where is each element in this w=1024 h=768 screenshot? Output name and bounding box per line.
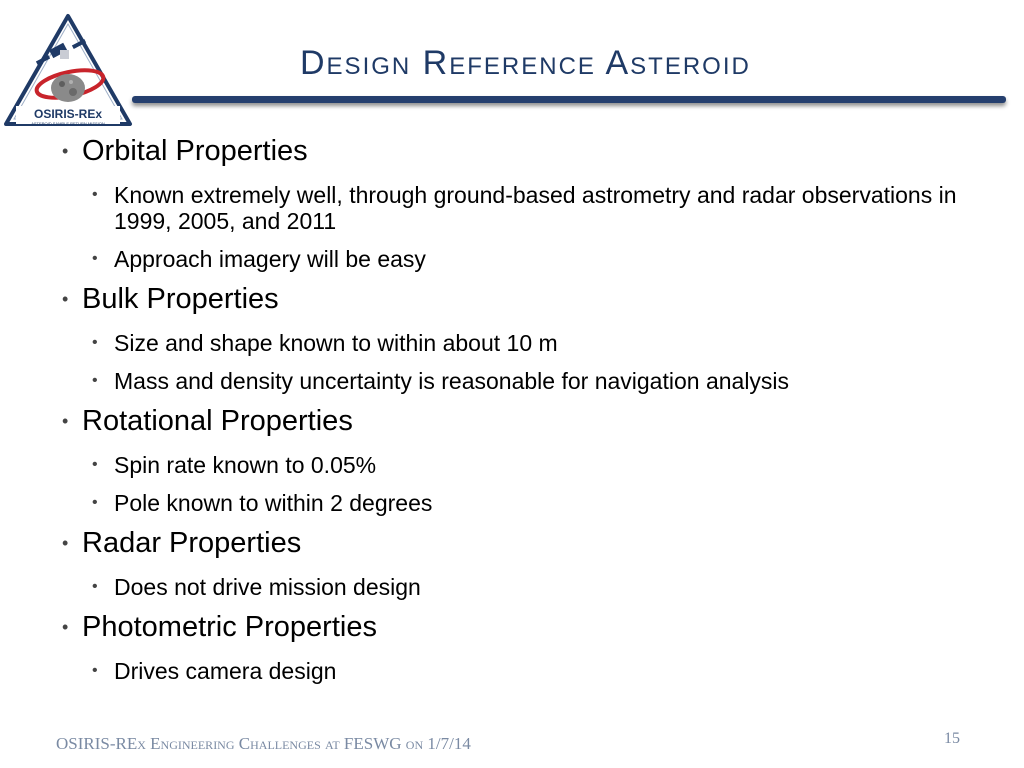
sub-bullet-dot-icon: • bbox=[92, 578, 98, 595]
sub-bullet-item bbox=[62, 330, 982, 356]
sub-bullet-text: Spin rate known to 0.05% bbox=[114, 452, 377, 478]
bullet-dot-icon: • bbox=[62, 289, 69, 309]
footer-text: OSIRIS-REx Engineering Challenges at FESWG on 1/7/14 bbox=[56, 734, 471, 753]
page-number: 15 bbox=[944, 730, 960, 747]
osiris-rex-logo bbox=[2, 12, 134, 130]
bullet-dot-icon: • bbox=[62, 533, 69, 553]
bullet-text: Photometric Properties bbox=[82, 611, 377, 643]
bullet-dot-icon: • bbox=[62, 617, 69, 637]
logo-subtitle-text: ASTEROID SAMPLE RETURN MISSION bbox=[31, 121, 105, 126]
sub-bullet-item bbox=[62, 658, 982, 684]
sub-bullet-dot-icon: • bbox=[92, 186, 98, 203]
title-divider bbox=[132, 96, 1006, 103]
sub-bullet-dot-icon: • bbox=[92, 372, 98, 389]
logo-title-text: OSIRIS-REx bbox=[33, 107, 103, 121]
sub-bullet-text: Known extremely well, through ground-based astrometry and radar observations in 1999, 2005, and 2011 bbox=[114, 182, 957, 234]
bullet-list bbox=[62, 132, 982, 684]
sub-bullet-item bbox=[62, 452, 982, 478]
bullet-dot-icon: • bbox=[62, 141, 69, 161]
sub-bullet-text: Size and shape known to within about 10 m bbox=[114, 330, 558, 356]
sub-bullet-text: Mass and density uncertainty is reasonable for navigation analysis bbox=[114, 368, 790, 394]
sub-bullet-item bbox=[62, 574, 982, 600]
bullet-text: Bulk Properties bbox=[82, 283, 279, 315]
sub-bullet-dot-icon: • bbox=[92, 250, 98, 267]
sub-bullet-dot-icon: • bbox=[92, 662, 98, 679]
sub-bullet-text: Does not drive mission design bbox=[114, 574, 421, 600]
sub-bullet-text: Drives camera design bbox=[114, 658, 337, 684]
bullet-text: Radar Properties bbox=[82, 527, 302, 559]
sub-bullet-item bbox=[62, 246, 982, 272]
bullet-item bbox=[62, 132, 982, 170]
sub-bullet-item bbox=[62, 490, 982, 516]
bullet-item bbox=[62, 608, 982, 646]
slide-title: Design Reference Asteroid bbox=[300, 44, 751, 82]
bullet-item bbox=[62, 280, 982, 318]
sub-bullet-dot-icon: • bbox=[92, 334, 98, 351]
sub-bullet-dot-icon: • bbox=[92, 494, 98, 511]
bullet-dot-icon: • bbox=[62, 411, 69, 431]
bullet-item bbox=[62, 402, 982, 440]
bullet-text: Rotational Properties bbox=[82, 405, 353, 437]
logo-graphic bbox=[2, 12, 134, 130]
sub-bullet-dot-icon: • bbox=[92, 456, 98, 473]
sub-bullet-text: Pole known to within 2 degrees bbox=[114, 490, 433, 516]
bullet-item bbox=[62, 524, 982, 562]
bullet-text: Orbital Properties bbox=[82, 135, 308, 167]
sub-bullet-item bbox=[62, 182, 982, 234]
sub-bullet-text: Approach imagery will be easy bbox=[114, 246, 426, 272]
sub-bullet-item bbox=[62, 368, 982, 394]
